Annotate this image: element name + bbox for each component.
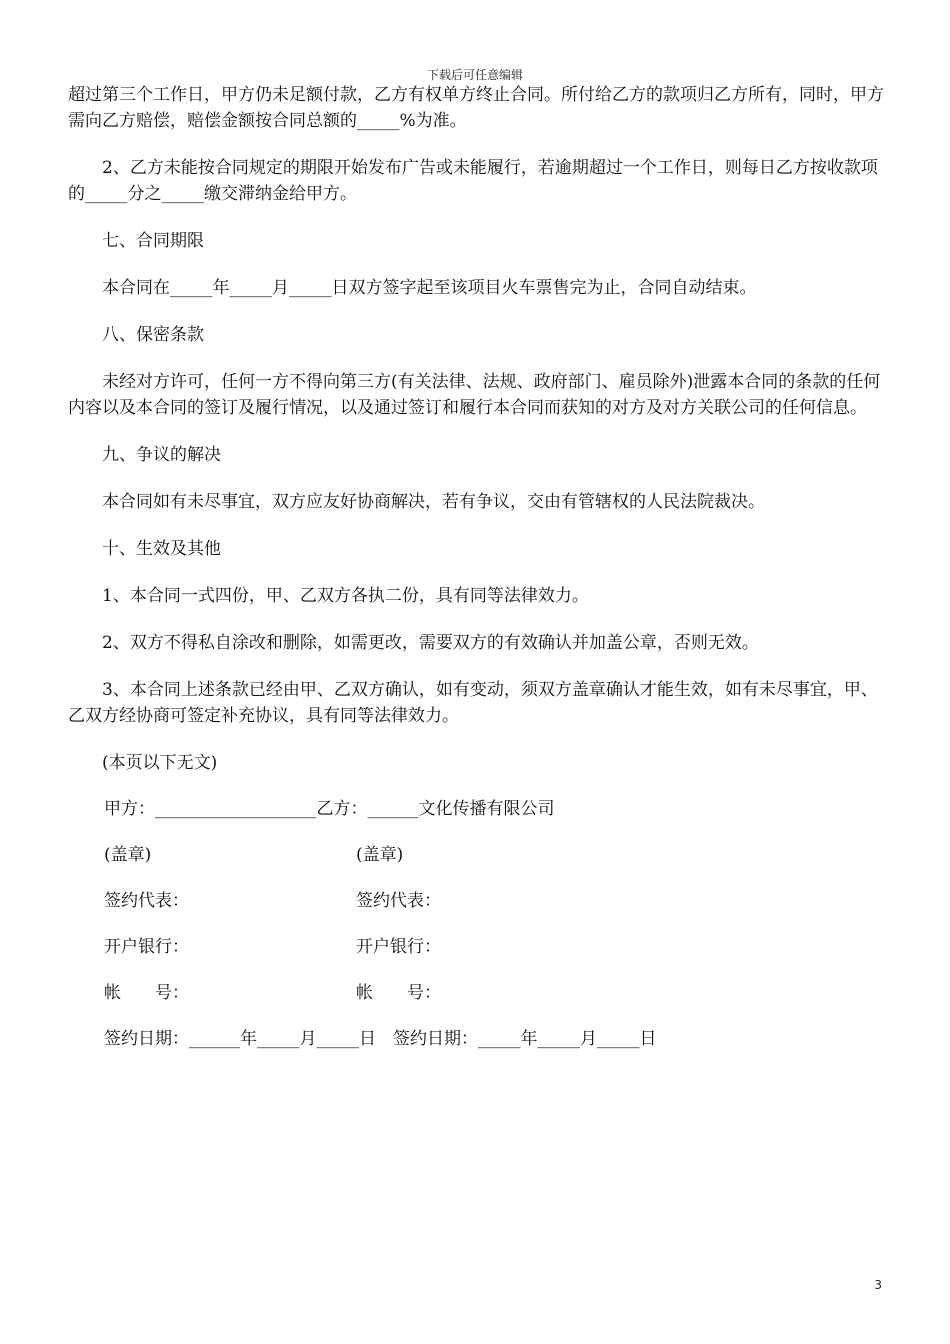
clause-amendments: 2、双方不得私自涂改和删除，如需更改，需要双方的有效确认并加盖公章，否则无效。 — [102, 633, 759, 653]
section-heading-effectiveness: 十、生效及其他 — [102, 539, 221, 559]
representative-party-b: 签约代表： — [356, 891, 441, 911]
clause-copies: 1、本合同一式四份，甲、乙双方各执二份，具有同等法律效力。 — [102, 586, 589, 606]
account-party-a: 帐 号： — [104, 983, 189, 1003]
representative-row — [68, 888, 888, 914]
account-row — [68, 980, 888, 1006]
representative-party-a: 签约代表： — [104, 891, 189, 911]
section-heading-term: 七、合同期限 — [102, 231, 204, 251]
signing-dates: 签约日期：______年_____月_____日 签约日期：_____年_____月_____日 — [104, 1029, 657, 1049]
clause-confidentiality: 未经对方许可，任何一方不得向第三方(有关法律、法规、政府部门、雇员除外)泄露本合同的条款的任何内容以及本合同的签订及履行情况，以及通过签订和履行本合同而获知的对方及对方关联公司的任何信息。 — [68, 372, 881, 418]
party-line — [68, 796, 888, 822]
clause-term: 本合同在_____年_____月_____日双方签字起至该项目火车票售完为止，合同自动结束。 — [102, 278, 757, 298]
account-party-b: 帐 号： — [356, 983, 441, 1003]
date-row — [68, 1026, 888, 1052]
page-header-note: 下载后可任意编辑 — [426, 68, 523, 82]
clause-dispute: 本合同如有未尽事宜，双方应友好协商解决，若有争议，交由有管辖权的人民法院裁决。 — [102, 492, 765, 512]
bank-row — [68, 934, 888, 960]
page-number: 3 — [874, 1278, 882, 1292]
clause-supplementary: 3、本合同上述条款已经由甲、乙双方确认，如有变动，须双方盖章确认才能生效，如有未尽事宜，甲、乙双方经协商可签定补充协议，具有同等法律效力。 — [68, 680, 878, 726]
clause-late-publishing: 2、乙方未能按合同规定的期限开始发布广告或未能履行，若逾期超过一个工作日，则每日乙方按收款项的_____分之_____缴交滞纳金给甲方。 — [68, 158, 878, 204]
bank-party-b: 开户银行： — [356, 937, 441, 957]
bank-party-a: 开户银行： — [104, 937, 189, 957]
contract-body — [68, 82, 888, 1052]
clause-payment-default: 超过第三个工作日，甲方仍未足额付款，乙方有权单方终止合同。所付给乙方的款项归乙方所有，同时，甲方需向乙方赔偿，赔偿金额按合同总额的_____%为准。 — [68, 85, 884, 131]
seal-party-a: (盖章) — [104, 845, 152, 865]
section-heading-confidentiality: 八、保密条款 — [102, 325, 204, 345]
seal-party-b: (盖章) — [356, 845, 404, 865]
blank-page-note: (本页以下无文) — [102, 753, 218, 773]
party-names: 甲方：___________________乙方：______文化传播有限公司 — [104, 799, 555, 819]
seal-row — [68, 842, 888, 868]
section-heading-dispute: 九、争议的解决 — [102, 445, 221, 465]
